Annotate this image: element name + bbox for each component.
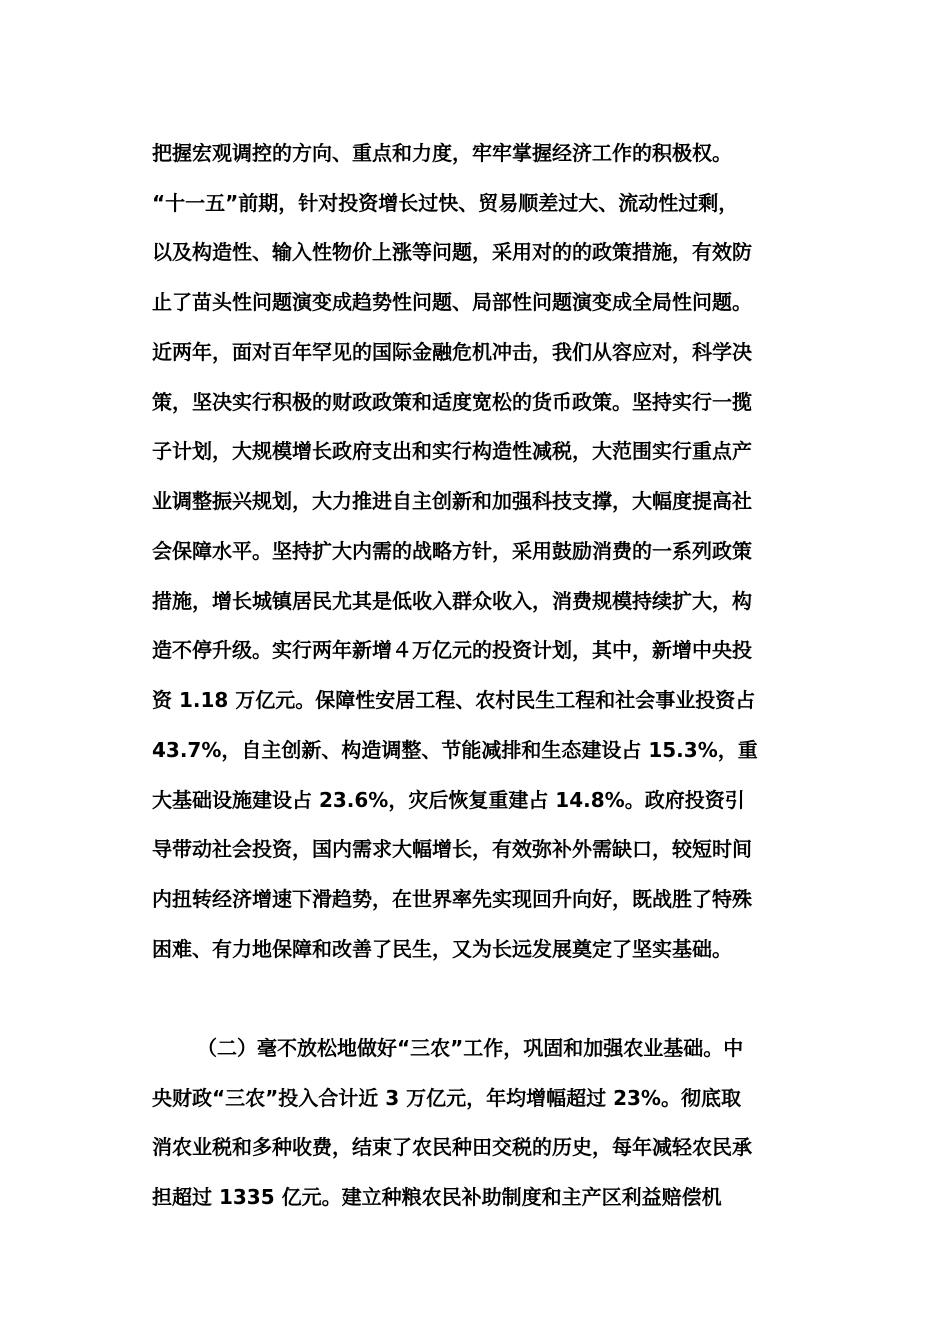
text-line: 措施，增长城镇居民尤其是低收入群众收入，消费规模持续扩大，构 — [152, 589, 752, 613]
text-line: 策，坚决实行积极的财政政策和适度宽松的货币政策。坚持实行一揽 — [152, 390, 752, 414]
text-line: 资 1.18 万亿元。保障性安居工程、农村民生工程和社会事业投资占 — [152, 688, 756, 712]
text-line: 导带动社会投资，国内需求大幅增长，有效弥补外需缺口，较短时间 — [152, 837, 752, 861]
text-line: 以及构造性、输入性物价上涨等问题，采用对的的政策措施，有效防 — [152, 240, 752, 264]
text-line: 造不停升级。实行两年新增４万亿元的投资计划，其中，新增中央投 — [152, 638, 752, 662]
text-line: “十一五”前期，针对投资增长过快、贸易顺差过大、流动性过剩， — [152, 191, 739, 215]
text-line: 把握宏观调控的方向、重点和力度，牢牢掌握经济工作的积极权。 — [152, 141, 732, 165]
text-line: 43.7%，自主创新、构造调整、节能减排和生态建设占 15.3%，重 — [152, 738, 758, 762]
text-line: 子计划，大规模增长政府支出和实行构造性减税，大范围实行重点产 — [152, 439, 752, 463]
text-line: 业调整振兴规划，大力推进自主创新和加强科技支撑，大幅度提高社 — [152, 489, 752, 513]
text-line: 内扭转经济增速下滑趋势，在世界率先实现回升向好，既战胜了特殊 — [152, 887, 752, 911]
text-line: 大基础设施建设占 23.6%，灾后恢复重建占 14.8%。政府投资引 — [152, 788, 745, 812]
text-line: 央财政“三农”投入合计近 3 万亿元，年均增幅超过 23%。彻底取 — [152, 1086, 741, 1110]
text-line: 困难、有力地保障和改善了民生，又为长远发展奠定了坚实基础。 — [152, 937, 732, 961]
text-line: （二）毫不放松地做好“三农”工作，巩固和加强农业基础。中 — [197, 1036, 744, 1060]
text-line: 近两年，面对百年罕见的国际金融危机冲击，我们从容应对，科学决 — [152, 340, 752, 364]
text-line: 担超过 1335 亿元。建立种粮农民补助制度和主产区利益赔偿机 — [152, 1185, 722, 1209]
text-line: 消农业税和多种收费，结束了农民种田交税的历史，每年减轻农民承 — [152, 1135, 752, 1159]
text-line: 会保障水平。坚持扩大内需的战略方针，采用鼓励消费的一系列政策 — [152, 539, 752, 563]
text-line: 止了苗头性问题演变成趋势性问题、局部性问题演变成全局性问题。 — [152, 290, 752, 314]
